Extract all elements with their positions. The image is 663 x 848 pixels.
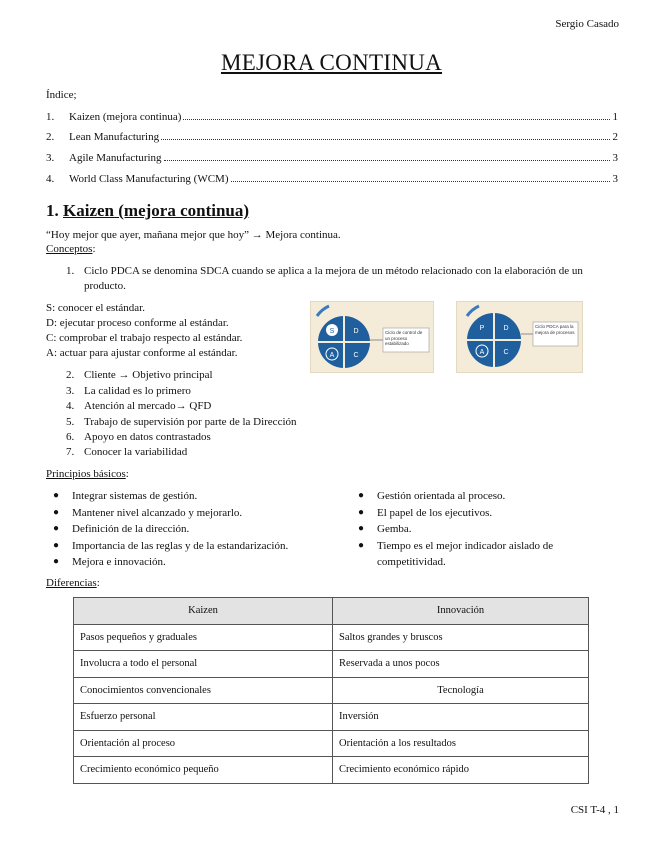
section-heading (46, 201, 249, 221)
list-item (66, 385, 191, 397)
toc-entry-page: 2 (612, 131, 618, 143)
table-row (74, 624, 589, 651)
quadrant-label: A (479, 349, 485, 356)
principios-label-text: Principios básicos (46, 468, 126, 480)
table-cell: Inversión (333, 704, 589, 731)
conceptos-label: Conceptos: (46, 243, 96, 255)
toc-entry-number: 1. (46, 111, 55, 123)
bullet-text: Importancia de las reglas y de la estandarización. (72, 540, 289, 552)
bullet-icon: ● (53, 540, 60, 551)
bullet-item (358, 523, 412, 535)
table-cell: Pasos pequeños y graduales (74, 624, 333, 651)
toc-entry-number: 3. (46, 152, 55, 164)
quote-text: “Hoy mejor que ayer, mañana mejor que hoy” (46, 229, 249, 241)
list-item-text: Conocer la variabilidad (84, 446, 188, 458)
toc-entry-1[interactable] (46, 111, 618, 125)
quadrant-label: C (353, 352, 359, 359)
toc-entry-page: 3 (612, 173, 618, 185)
page-title: MEJORA CONTINUA (220, 50, 443, 75)
bullet-icon: ● (53, 490, 60, 501)
table-row (74, 757, 589, 784)
list-item (66, 446, 187, 458)
differences-table (73, 597, 589, 784)
list-item-text: Apoyo en datos contrastados (84, 431, 211, 443)
diferencias-label: Diferencias: (46, 577, 100, 589)
table-cell: Involucra a todo el personal (74, 651, 333, 678)
table-row (74, 704, 589, 731)
bullet-item (358, 507, 492, 519)
list-item (66, 265, 583, 277)
page-footer: CSI T-4 , 1 (570, 804, 619, 816)
list-item (66, 416, 297, 428)
arrow-icon: → (251, 229, 263, 241)
bullet-text: Definición de la dirección. (72, 523, 190, 535)
bullet-icon: ● (53, 523, 60, 534)
toc-entry-3[interactable] (46, 152, 618, 166)
table-cell: Reservada a unos pocos (333, 651, 589, 678)
toc-leader-dots (161, 138, 610, 140)
list-item-text: Trabajo de supervisión por parte de la Dirección (84, 416, 297, 428)
sdca-line-c: C: comprobar el trabajo respecto al estándar. (46, 332, 243, 344)
list-item-number: 4. (66, 400, 75, 412)
list-item-text: Ciclo PDCA se denomina SDCA cuando se aplica a la mejora de un método relacionado con la elaboración de un (84, 265, 583, 277)
bullet-continuation: competitividad. (377, 556, 446, 568)
list-item (66, 400, 211, 412)
quadrant-label: C (503, 349, 509, 356)
bullet-text: Mantener nivel alcanzado y mejorarlo. (72, 507, 243, 519)
sdca-line-s: S: conocer el estándar. (46, 302, 145, 314)
toc-entry-number: 2. (46, 131, 55, 143)
sdca-cycle-diagram (310, 301, 434, 373)
bullet-icon: ● (358, 490, 365, 501)
list-item (66, 431, 211, 443)
table-header-kaizen: Kaizen (74, 598, 333, 625)
kaizen-quote (46, 229, 341, 241)
list-item-text: La calidad es lo primero (84, 385, 191, 397)
bullet-icon: ● (53, 507, 60, 518)
conceptos-label-text: Conceptos (46, 243, 93, 255)
bullet-icon: ● (358, 507, 365, 518)
quadrant-label: S (329, 328, 335, 335)
sdca-line-a: A: actuar para ajustar conforme al estándar. (46, 347, 238, 359)
bullet-text: Integrar sistemas de gestión. (72, 490, 198, 502)
toc-entry-text: Agile Manufacturing (69, 152, 162, 164)
bullet-text: El papel de los ejecutivos. (377, 507, 493, 519)
toc-leader-dots (183, 118, 610, 120)
principios-label: Principios básicos: (46, 468, 129, 480)
quadrant-label: A (329, 352, 335, 359)
list-item-number: 6. (66, 431, 75, 443)
toc-label: Índice; (46, 89, 77, 101)
bullet-icon: ● (53, 556, 60, 567)
toc-leader-dots (164, 159, 610, 161)
toc-leader-dots (231, 180, 611, 182)
sdca-line-d: D: ejecutar proceso conforme al estándar. (46, 317, 229, 329)
table-cell: Tecnología (333, 677, 589, 704)
list-item-number: 3. (66, 385, 75, 397)
section-title: Kaizen (mejora continua) (63, 201, 250, 220)
table-cell: Orientación a los resultados (333, 730, 589, 757)
quadrant-label: P (479, 325, 485, 332)
toc-entry-page: 3 (612, 152, 618, 164)
toc-entry-page: 1 (612, 111, 618, 123)
bullet-item (53, 490, 197, 502)
table-row (74, 651, 589, 678)
table-cell: Orientación al proceso (74, 730, 333, 757)
quote-meaning: Mejora continua. (265, 229, 341, 241)
list-item-number: 1. (66, 265, 75, 277)
bullet-item (53, 507, 242, 519)
author-name: Sergio Casado (555, 18, 619, 30)
section-number: 1. (46, 201, 59, 220)
toc-entry-text: Lean Manufacturing (69, 131, 160, 143)
table-row (74, 677, 589, 704)
diagram-caption: Ciclo PDCA para la mejora de procesos (535, 324, 575, 335)
toc-entry-4[interactable] (46, 173, 618, 187)
table-cell: Conocimientos convencionales (74, 677, 333, 704)
bullet-item (53, 556, 166, 568)
list-item-number: 7. (66, 446, 75, 458)
list-item (66, 369, 213, 381)
table-cell: Esfuerzo personal (74, 704, 333, 731)
table-header-row (74, 598, 589, 625)
bullet-icon: ● (358, 540, 365, 551)
list-item-continuation: producto. (84, 280, 126, 292)
diagram-caption: Ciclo de control de un proceso estabilizado (385, 330, 423, 346)
bullet-text: Gestión orientada al proceso. (377, 490, 506, 502)
table-row (74, 730, 589, 757)
table-cell: Crecimiento económico pequeño (74, 757, 333, 784)
quadrant-label: D (353, 328, 359, 335)
toc-entry-text: Kaizen (mejora continua) (69, 111, 182, 123)
list-item-text: Atención al mercado→ QFD (84, 400, 212, 412)
toc-entry-text: World Class Manufacturing (WCM) (69, 173, 229, 185)
bullet-text: Mejora e innovación. (72, 556, 166, 568)
quadrant-label: D (503, 325, 509, 332)
bullet-item (53, 540, 288, 552)
bullet-text: Gemba. (377, 523, 412, 535)
bullet-item (358, 490, 505, 502)
list-item-number: 5. (66, 416, 75, 428)
list-item-number: 2. (66, 369, 75, 381)
pdca-cycle-diagram (456, 301, 583, 373)
toc-entry-number: 4. (46, 173, 55, 185)
toc-entry-2[interactable] (46, 131, 618, 145)
table-cell: Crecimiento económico rápido (333, 757, 589, 784)
bullet-item (358, 540, 553, 552)
bullet-icon: ● (358, 523, 365, 534)
diferencias-label-text: Diferencias (46, 577, 97, 589)
bullet-item (53, 523, 189, 535)
bullet-text: Tiempo es el mejor indicador aislado de (377, 540, 554, 552)
list-item-text: Cliente → Objetivo principal (84, 369, 213, 381)
table-header-innovacion: Innovación (333, 598, 589, 625)
table-cell: Saltos grandes y bruscos (333, 624, 589, 651)
